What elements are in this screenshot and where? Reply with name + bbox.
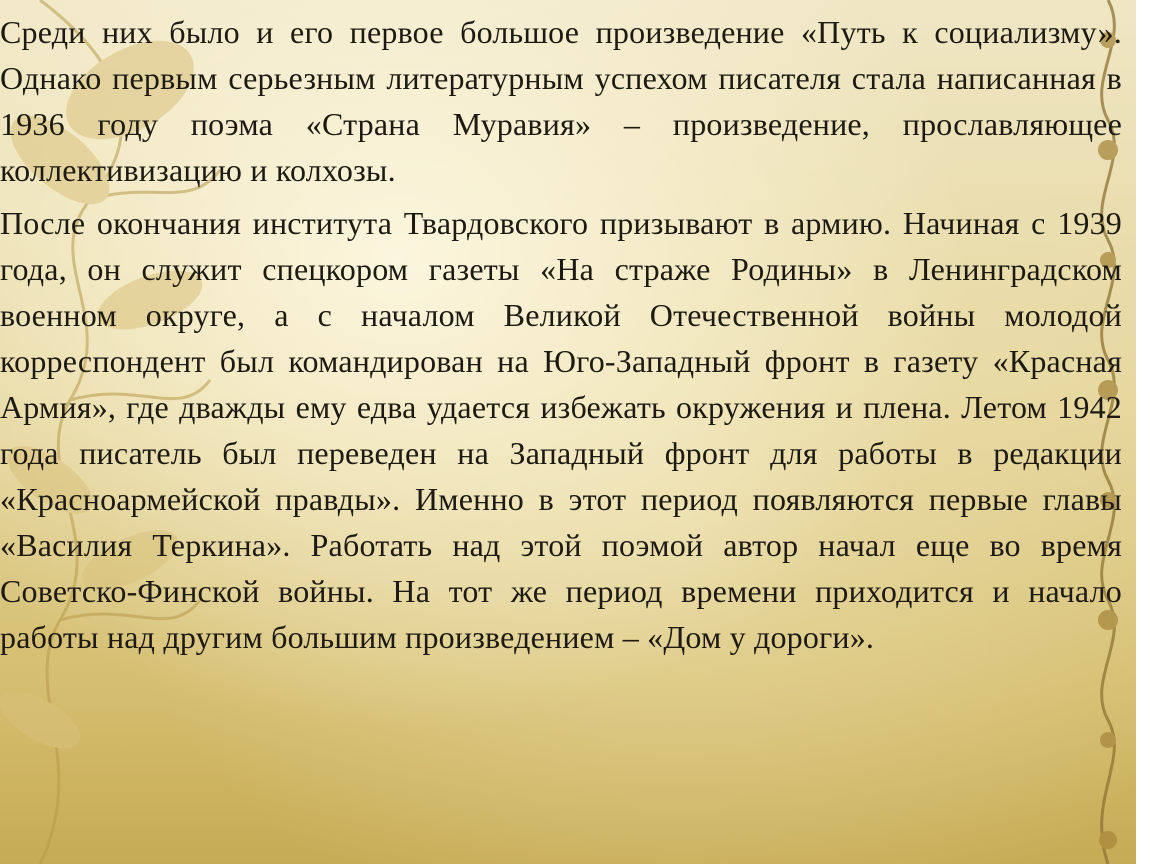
paragraph-early-works: Среди них было и его первое большое произведение «Путь к социализму». Однако первым серьезным литературным успехом писателя стала написанная в 1936 году поэма «Страна Муравия» – произведение, прославляющее коллективизацию и колхозы. <box>0 14 1122 188</box>
page-edge <box>1136 0 1150 864</box>
paragraph-war-years: После окончания института Твардовского призывают в армию. Начиная с 1939 года, он служит спецкором газеты «На страже Родины» в Ленинградском военном округе, а с началом Великой Отечественной войны молодой корреспондент был командирован на Юго-Западный фронт в газету «Красная Армия», где дважды ему едва удается избежать окружения и плена. Летом 1942 года писатель был переведен на Западный фронт для работы в редакции «Красноармейской правды». Именно в этот период появляются первые главы «Василия Теркина». Работать над этой поэмой автор начал еще во время Советско-Финской войны. На тот же период времени приходится и начало работы над другим большим произведением – «Дом у дороги». <box>0 205 1122 655</box>
